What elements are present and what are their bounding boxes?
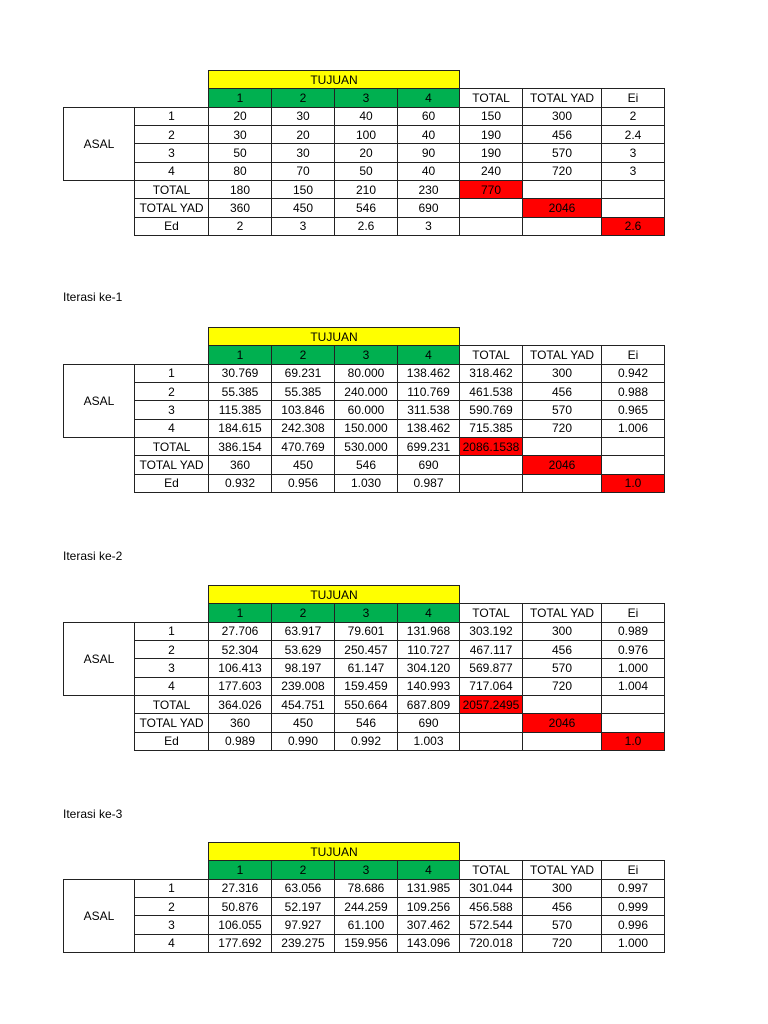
row-total-cell[interactable]: 190 (459, 125, 523, 144)
data-cell[interactable]: 143.096 (397, 934, 460, 953)
empty-cell[interactable] (601, 437, 665, 456)
data-cell[interactable]: 80 (208, 162, 272, 181)
data-cell[interactable]: 244.259 (334, 897, 398, 916)
total-row-label: TOTAL (134, 437, 209, 456)
data-cell[interactable]: 184.615 (208, 419, 272, 438)
data-cell[interactable]: 304.120 (397, 658, 460, 677)
column-header: 2 (271, 860, 335, 879)
column-header: 4 (397, 603, 460, 622)
row-label: 3 (134, 915, 209, 934)
row-total-yad-cell[interactable]: 720 (522, 677, 602, 696)
row-ei-cell[interactable]: 1.000 (601, 658, 665, 677)
total-yad-row-label: TOTAL YAD (134, 455, 209, 474)
data-cell[interactable]: 242.308 (271, 419, 335, 438)
ed-cell[interactable]: 0.990 (271, 732, 335, 751)
ed-grand-cell[interactable]: 1.0 (601, 474, 665, 493)
data-cell[interactable]: 20 (271, 125, 335, 144)
ed-cell[interactable]: 1.030 (334, 474, 398, 493)
ed-grand-cell[interactable]: 1.0 (601, 732, 665, 751)
row-ei-cell[interactable]: 0.997 (601, 879, 665, 898)
data-cell[interactable]: 52.197 (271, 897, 335, 916)
data-cell[interactable]: 50 (208, 143, 272, 162)
empty-cell[interactable] (459, 713, 523, 732)
total-yad-cell[interactable]: 360 (208, 713, 272, 732)
row-label: 3 (134, 400, 209, 419)
data-cell[interactable]: 138.462 (397, 364, 460, 383)
row-total-cell[interactable]: 467.117 (459, 640, 523, 659)
column-header: TOTAL (459, 860, 523, 879)
ed-grand-cell[interactable]: 2.6 (601, 217, 665, 236)
data-cell[interactable]: 55.385 (271, 382, 335, 401)
row-label: 4 (134, 677, 209, 696)
data-cell[interactable]: 80.000 (334, 364, 398, 383)
total-yad-cell[interactable]: 690 (397, 198, 460, 217)
column-header: 2 (271, 345, 335, 364)
data-cell[interactable]: 40 (397, 125, 460, 144)
data-cell[interactable]: 70 (271, 162, 335, 181)
iteration-title: Iterasi ke-2 (63, 549, 123, 563)
data-cell[interactable]: 27.316 (208, 879, 272, 898)
total-cell[interactable]: 699.231 (397, 437, 460, 456)
empty-cell[interactable] (459, 732, 523, 751)
data-cell[interactable]: 239.275 (271, 934, 335, 953)
row-total-yad-cell[interactable]: 570 (522, 143, 602, 162)
ed-row-label: Ed (134, 217, 209, 236)
data-cell[interactable]: 106.413 (208, 658, 272, 677)
data-cell[interactable]: 140.993 (397, 677, 460, 696)
column-header: Ei (601, 603, 665, 622)
row-ei-cell[interactable]: 0.965 (601, 400, 665, 419)
row-label: 1 (134, 622, 209, 641)
total-cell[interactable]: 364.026 (208, 695, 272, 714)
ed-cell[interactable]: 3 (397, 217, 460, 236)
column-header: Ei (601, 345, 665, 364)
row-ei-cell[interactable]: 3 (601, 162, 665, 181)
empty-cell[interactable] (601, 695, 665, 714)
total-cell[interactable]: 454.751 (271, 695, 335, 714)
total-cell[interactable]: 180 (208, 180, 272, 199)
column-header: 1 (208, 345, 272, 364)
data-cell[interactable]: 55.385 (208, 382, 272, 401)
column-header: 1 (208, 88, 272, 107)
row-total-cell[interactable]: 456.588 (459, 897, 523, 916)
tujuan-header: TUJUAN (208, 585, 460, 604)
total-yad-cell[interactable]: 450 (271, 713, 335, 732)
iteration-title: Iterasi ke-3 (63, 807, 123, 821)
asal-label: ASAL (63, 622, 135, 696)
total-row-label: TOTAL (134, 695, 209, 714)
data-cell[interactable]: 20 (208, 107, 272, 126)
row-total-yad-cell[interactable]: 300 (522, 107, 602, 126)
total-cell[interactable]: 210 (334, 180, 398, 199)
row-total-cell[interactable]: 717.064 (459, 677, 523, 696)
total-grand-cell[interactable]: 2057.2495 (459, 695, 523, 714)
asal-label: ASAL (63, 107, 135, 181)
data-cell[interactable]: 27.706 (208, 622, 272, 641)
total-yad-grand-cell[interactable]: 2046 (522, 198, 602, 217)
ed-cell[interactable]: 0.989 (208, 732, 272, 751)
row-ei-cell[interactable]: 2 (601, 107, 665, 126)
empty-cell[interactable] (459, 198, 523, 217)
column-header: 1 (208, 603, 272, 622)
asal-label: ASAL (63, 364, 135, 438)
row-total-yad-cell[interactable]: 300 (522, 622, 602, 641)
column-header: TOTAL (459, 345, 523, 364)
row-total-yad-cell[interactable]: 720 (522, 934, 602, 953)
total-cell[interactable]: 530.000 (334, 437, 398, 456)
total-cell[interactable]: 470.769 (271, 437, 335, 456)
ed-cell[interactable]: 0.992 (334, 732, 398, 751)
row-total-yad-cell[interactable]: 456 (522, 640, 602, 659)
data-cell[interactable]: 97.927 (271, 915, 335, 934)
ed-cell[interactable]: 3 (271, 217, 335, 236)
total-yad-grand-cell[interactable]: 2046 (522, 713, 602, 732)
data-cell[interactable]: 159.956 (334, 934, 398, 953)
total-yad-cell[interactable]: 360 (208, 198, 272, 217)
total-cell[interactable]: 150 (271, 180, 335, 199)
row-label: 3 (134, 658, 209, 677)
row-label: 4 (134, 162, 209, 181)
total-yad-cell[interactable]: 690 (397, 713, 460, 732)
total-yad-row-label: TOTAL YAD (134, 713, 209, 732)
data-cell[interactable]: 98.197 (271, 658, 335, 677)
total-yad-cell[interactable]: 690 (397, 455, 460, 474)
data-cell[interactable]: 50.876 (208, 897, 272, 916)
data-cell[interactable]: 159.459 (334, 677, 398, 696)
data-cell[interactable]: 177.603 (208, 677, 272, 696)
row-total-yad-cell[interactable]: 456 (522, 897, 602, 916)
ed-row-label: Ed (134, 732, 209, 751)
data-cell[interactable]: 131.968 (397, 622, 460, 641)
asal-label: ASAL (63, 879, 135, 953)
column-header: 2 (271, 88, 335, 107)
total-yad-cell[interactable]: 450 (271, 198, 335, 217)
column-header: 4 (397, 88, 460, 107)
data-cell[interactable]: 63.917 (271, 622, 335, 641)
row-total-yad-cell[interactable]: 456 (522, 382, 602, 401)
ed-cell[interactable]: 1.003 (397, 732, 460, 751)
row-label: 3 (134, 143, 209, 162)
row-ei-cell[interactable]: 2.4 (601, 125, 665, 144)
ed-cell[interactable]: 0.932 (208, 474, 272, 493)
data-cell[interactable]: 109.256 (397, 897, 460, 916)
data-cell[interactable]: 30 (208, 125, 272, 144)
total-grand-cell[interactable]: 2086.1538 (459, 437, 523, 456)
row-label: 1 (134, 107, 209, 126)
total-cell[interactable]: 386.154 (208, 437, 272, 456)
column-header: TOTAL (459, 603, 523, 622)
data-cell[interactable]: 69.231 (271, 364, 335, 383)
data-cell[interactable]: 50 (334, 162, 398, 181)
empty-cell[interactable] (459, 455, 523, 474)
row-label: 4 (134, 934, 209, 953)
row-ei-cell[interactable]: 0.999 (601, 897, 665, 916)
empty-cell[interactable] (522, 180, 602, 199)
data-cell[interactable]: 131.985 (397, 879, 460, 898)
data-cell[interactable]: 90 (397, 143, 460, 162)
total-yad-cell[interactable]: 546 (334, 713, 398, 732)
empty-cell[interactable] (522, 437, 602, 456)
data-cell[interactable]: 307.462 (397, 915, 460, 934)
data-cell[interactable]: 79.601 (334, 622, 398, 641)
iteration-title: Iterasi ke-1 (63, 290, 123, 304)
total-yad-cell[interactable]: 450 (271, 455, 335, 474)
data-cell[interactable]: 61.147 (334, 658, 398, 677)
row-total-cell[interactable]: 318.462 (459, 364, 523, 383)
row-label: 2 (134, 382, 209, 401)
column-header: 2 (271, 603, 335, 622)
ed-cell[interactable]: 0.987 (397, 474, 460, 493)
row-total-cell[interactable]: 303.192 (459, 622, 523, 641)
data-cell[interactable]: 250.457 (334, 640, 398, 659)
column-header: TOTAL (459, 88, 523, 107)
row-total-cell[interactable]: 150 (459, 107, 523, 126)
total-grand-cell[interactable]: 770 (459, 180, 523, 199)
row-total-cell[interactable]: 590.769 (459, 400, 523, 419)
data-cell[interactable]: 138.462 (397, 419, 460, 438)
row-ei-cell[interactable]: 1.004 (601, 677, 665, 696)
row-total-cell[interactable]: 240 (459, 162, 523, 181)
column-header: 1 (208, 860, 272, 879)
data-cell[interactable]: 103.846 (271, 400, 335, 419)
column-header: TOTAL YAD (522, 345, 602, 364)
row-label: 1 (134, 879, 209, 898)
row-label: 1 (134, 364, 209, 383)
total-yad-grand-cell[interactable]: 2046 (522, 455, 602, 474)
column-header: TOTAL YAD (522, 860, 602, 879)
tujuan-header: TUJUAN (208, 70, 460, 89)
data-cell[interactable]: 63.056 (271, 879, 335, 898)
empty-cell[interactable] (601, 180, 665, 199)
row-ei-cell[interactable]: 0.989 (601, 622, 665, 641)
row-ei-cell[interactable]: 0.942 (601, 364, 665, 383)
ed-row-label: Ed (134, 474, 209, 493)
empty-cell[interactable] (522, 474, 602, 493)
data-cell[interactable]: 240.000 (334, 382, 398, 401)
row-total-cell[interactable]: 720.018 (459, 934, 523, 953)
row-total-cell[interactable]: 461.538 (459, 382, 523, 401)
data-cell[interactable]: 53.629 (271, 640, 335, 659)
column-header: 3 (334, 345, 398, 364)
row-total-yad-cell[interactable]: 300 (522, 364, 602, 383)
row-ei-cell[interactable]: 0.976 (601, 640, 665, 659)
data-cell[interactable]: 60.000 (334, 400, 398, 419)
data-cell[interactable]: 106.055 (208, 915, 272, 934)
row-total-yad-cell[interactable]: 720 (522, 419, 602, 438)
tujuan-header: TUJUAN (208, 842, 460, 861)
tujuan-header: TUJUAN (208, 327, 460, 346)
column-header: TOTAL YAD (522, 88, 602, 107)
column-header: TOTAL YAD (522, 603, 602, 622)
data-cell[interactable]: 177.692 (208, 934, 272, 953)
column-header: Ei (601, 88, 665, 107)
data-cell[interactable]: 52.304 (208, 640, 272, 659)
data-cell[interactable]: 110.769 (397, 382, 460, 401)
data-cell[interactable]: 61.100 (334, 915, 398, 934)
row-ei-cell[interactable]: 3 (601, 143, 665, 162)
row-total-cell[interactable]: 715.385 (459, 419, 523, 438)
column-header: 3 (334, 88, 398, 107)
data-cell[interactable]: 20 (334, 143, 398, 162)
data-cell[interactable]: 60 (397, 107, 460, 126)
total-yad-cell[interactable]: 360 (208, 455, 272, 474)
row-total-cell[interactable]: 190 (459, 143, 523, 162)
column-header: 3 (334, 860, 398, 879)
row-ei-cell[interactable]: 0.996 (601, 915, 665, 934)
data-cell[interactable]: 30 (271, 107, 335, 126)
row-total-yad-cell[interactable]: 570 (522, 915, 602, 934)
total-yad-row-label: TOTAL YAD (134, 198, 209, 217)
total-yad-cell[interactable]: 546 (334, 455, 398, 474)
empty-cell[interactable] (522, 217, 602, 236)
data-cell[interactable]: 100 (334, 125, 398, 144)
empty-cell[interactable] (601, 455, 665, 474)
data-cell[interactable]: 30 (271, 143, 335, 162)
row-label: 4 (134, 419, 209, 438)
column-header: 4 (397, 345, 460, 364)
empty-cell[interactable] (601, 198, 665, 217)
empty-cell[interactable] (601, 713, 665, 732)
ed-cell[interactable]: 0.956 (271, 474, 335, 493)
empty-cell[interactable] (459, 217, 523, 236)
column-header: Ei (601, 860, 665, 879)
row-total-cell[interactable]: 301.044 (459, 879, 523, 898)
row-total-yad-cell[interactable]: 300 (522, 879, 602, 898)
row-total-cell[interactable]: 572.544 (459, 915, 523, 934)
total-cell[interactable]: 687.809 (397, 695, 460, 714)
row-total-yad-cell[interactable]: 720 (522, 162, 602, 181)
row-ei-cell[interactable]: 1.000 (601, 934, 665, 953)
data-cell[interactable]: 78.686 (334, 879, 398, 898)
data-cell[interactable]: 40 (334, 107, 398, 126)
empty-cell[interactable] (459, 474, 523, 493)
total-row-label: TOTAL (134, 180, 209, 199)
column-header: 3 (334, 603, 398, 622)
row-total-yad-cell[interactable]: 570 (522, 400, 602, 419)
row-ei-cell[interactable]: 0.988 (601, 382, 665, 401)
data-cell[interactable]: 150.000 (334, 419, 398, 438)
data-cell[interactable]: 40 (397, 162, 460, 181)
column-header: 4 (397, 860, 460, 879)
data-cell[interactable]: 115.385 (208, 400, 272, 419)
row-ei-cell[interactable]: 1.006 (601, 419, 665, 438)
data-cell[interactable]: 311.538 (397, 400, 460, 419)
empty-cell[interactable] (522, 695, 602, 714)
total-yad-cell[interactable]: 546 (334, 198, 398, 217)
row-label: 2 (134, 897, 209, 916)
row-total-yad-cell[interactable]: 456 (522, 125, 602, 144)
ed-cell[interactable]: 2.6 (334, 217, 398, 236)
total-cell[interactable]: 550.664 (334, 695, 398, 714)
data-cell[interactable]: 239.008 (271, 677, 335, 696)
data-cell[interactable]: 30.769 (208, 364, 272, 383)
row-total-cell[interactable]: 569.877 (459, 658, 523, 677)
total-cell[interactable]: 230 (397, 180, 460, 199)
row-label: 2 (134, 125, 209, 144)
ed-cell[interactable]: 2 (208, 217, 272, 236)
row-label: 2 (134, 640, 209, 659)
row-total-yad-cell[interactable]: 570 (522, 658, 602, 677)
empty-cell[interactable] (522, 732, 602, 751)
data-cell[interactable]: 110.727 (397, 640, 460, 659)
